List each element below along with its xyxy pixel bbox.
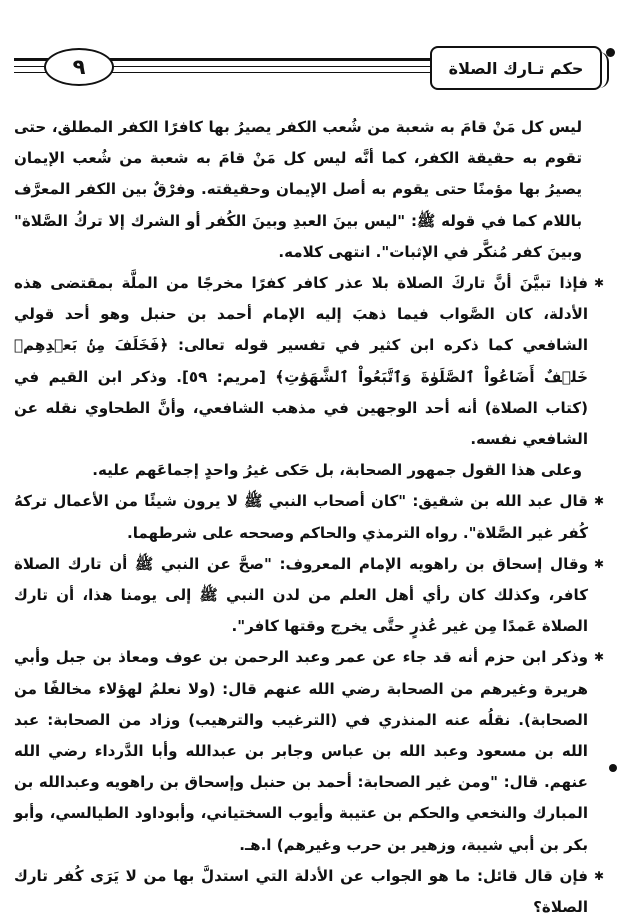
bullet-star-icon: ✱ (593, 494, 604, 509)
bullet-star-icon: ✱ (593, 868, 604, 883)
header-rule (110, 72, 442, 73)
paragraph-lead: فإن قال قائل: (476, 866, 588, 885)
bullet-star-icon: ✱ (593, 276, 604, 291)
margin-dot (609, 764, 617, 772)
paragraph-lead: فإذا تبيَّنَ (519, 274, 588, 293)
paragraph-text: عبد الله بن شقيق: "كان أصحاب النبي ﷺ لا يرون شيئًا من الأعمال تركهُ كُفر غير الصَّلاة". رواه الترمذي والحاكم وصححه على شرطهما. (14, 492, 588, 542)
paragraph-text: إسحاق بن راهويه الإمام المعروف: "صحَّ عن النبي ﷺ أن تارك الصلاة كافر، وكذلك كان رأي أهل العلم من لدن النبي ﷺ إلى يومنا هذا، أن تارك الصلاة عَمدًا مِن غير عُذرٍ حتَّى يخرج وقتها كافر". (14, 554, 588, 636)
page-number: ٩ (44, 48, 114, 86)
bullet-paragraph (14, 486, 604, 548)
bullet-paragraph (14, 268, 604, 455)
paragraph-text: ليس كل مَنْ قامَ به شعبة من شُعب الكفر يصيرُ بها كافرًا الكفر المطلق، حتى تقوم به حقيقة الكفر، كما أنَّه ليس كل مَنْ قامَ به شعبة من شُعب الإيمان يصيرُ بها مؤمنًا حتى يقوم به أصل الإيمان وحقيقته. وفرْقٌ بين الكفر المعرَّف باللام كما في قوله ﷺ: "ليس بينَ العبدِ وبينَ الكُفر أو الشرك إلا تركُ الصَّلاة" وبينَ كفر مُنكَّر في الإثبات". انتهى كلامه. (14, 118, 582, 261)
paragraph-text: أنَّ تاركَ الصلاة بلا عذر كافر كفرًا مخرجًا من الملَّة بمقتضى هذه الأدلة، كان الصَّواب فيما ذهبَ إليه الإمام أحمد بن حنبل وهو أحد قولي الشافعي كما ذكره ابن كثير في تفسير قوله تعالى: ﴿فَخَلَفَ مِنۢ بَعۡدِهِمۡ خَلۡفٌ أَضَاعُواْ ٱلصَّلَوٰةَ وَٱتَّبَعُواْ ٱلشَّهَوَٰتِ﴾ [مريم: ٥٩]. وذكر ابن القيم في (كتاب الصلاة) أنه أحد الوجهين في مذهب الشافعي، وأنَّ الطحاوي نقله عن الشافعي نفسه. (14, 274, 588, 449)
bullet-paragraph (14, 642, 604, 860)
paragraph-lead: وذكر (552, 648, 588, 667)
bullet-star-icon: ✱ (593, 650, 604, 665)
ornament-dot (606, 48, 615, 57)
paragraph-lead: وقال (549, 554, 588, 573)
bullet-paragraph (14, 549, 604, 643)
bullet-paragraph (14, 861, 604, 923)
page-header (0, 46, 620, 98)
paragraph (14, 455, 604, 486)
paragraph-lead: قال (559, 492, 588, 511)
paragraph-text: وعلى هذا القول جمهور الصحابة، بل حَكى غيرُ واحدٍ إجماعَهم عليه. (92, 461, 582, 480)
header-rule (110, 66, 442, 67)
chapter-title: حكم تـارك الصلاة (430, 46, 602, 90)
paragraph (14, 112, 604, 268)
page-body (14, 112, 604, 923)
header-rule (110, 58, 442, 61)
bullet-star-icon: ✱ (593, 556, 604, 571)
paragraph-text: ابن حزم أنه قد جاء عن عمر وعبد الرحمن بن عوف ومعاذ بن جبل وأبي هريرة وغيرهم من الصحابة رضي الله عنهم قال: (ولا نعلمُ لهؤلاء مخالفًا من الصحابة). نقلُه عنه المنذري في (الترغيب والترهيب) وزاد من الصحابة: عبد الله بن مسعود وعبد الله بن عباس وجابر بن عبدالله وأبا الدَّرداء رضي الله عنهم. قال: "ومن غير الصحابة: أحمد بن حنبل وإسحاق بن راهويه وعبدالله بن المبارك والنخعي والحكم بن عتيبة وأيوب السختياني، وأبوداود الطيالسي، وأبو بكر بن أبي شيبة، وزهير بن حرب وغيرهم) ا.هـ. (14, 648, 588, 854)
paragraph-text: ما هو الجواب عن الأدلة التي استدلَّ بها من لا يَرَى كُفر تارك الصلاة؟ (14, 866, 588, 917)
